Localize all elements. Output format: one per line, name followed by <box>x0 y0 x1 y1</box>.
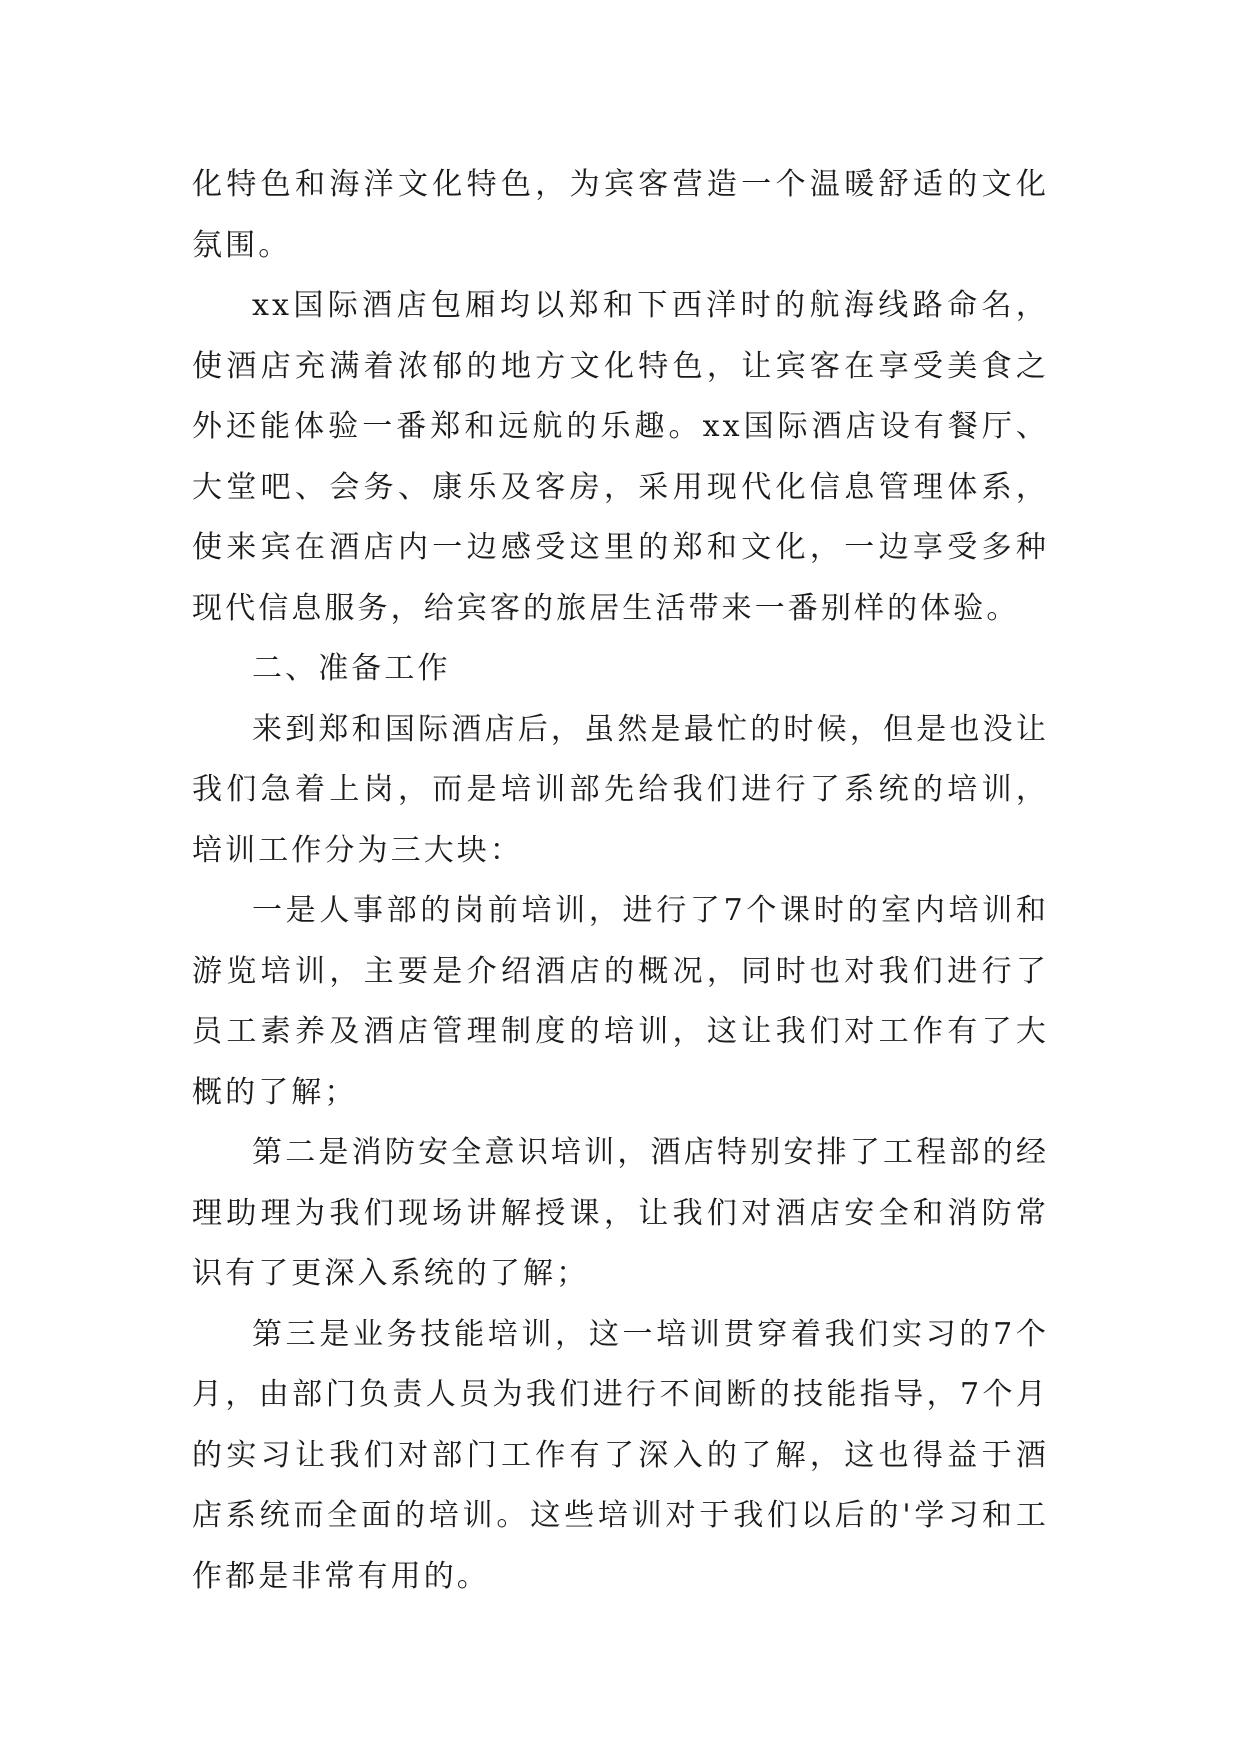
paragraph-training-intro: 来到郑和国际酒店后，虽然是最忙的时候，但是也没让我们急着上岗，而是培训部先给我们进行了系统的培训，培训工作分为三大块： <box>192 711 1049 868</box>
paragraph-hotel-rooms: xx国际酒店包厢均以郑和下西洋时的航海线路命名，使酒店充满着浓郁的地方文化特色，让宾客在享受美食之外还能体验一番郑和远航的乐趣。xx国际酒店设有餐厅、大堂吧、会务、康乐及客房，采用现代化信息管理体系，使来宾在酒店内一边感受这里的郑和文化，一边享受多种现代信息服务，给宾客的旅居生活带来一番别样的体验。 <box>192 288 1049 626</box>
document-body <box>192 155 1049 1607</box>
paragraph-training-third: 第三是业务技能培训，这一培训贯穿着我们实习的7个月，由部门负责人员为我们进行不间断的技能指导，7个月的实习让我们对部门工作有了深入的了解，这也得益于酒店系统而全面的培训。这些培训对于我们以后的'学习和工作都是非常有用的。 <box>192 1316 1049 1594</box>
section-heading-preparation: 二、准备工作 <box>252 651 451 686</box>
paragraph-training-first: 一是人事部的岗前培训，进行了7个课时的室内培训和游览培训，主要是介绍酒店的概况，同时也对我们进行了员工素养及酒店管理制度的培训，这让我们对工作有了大概的了解； <box>192 893 1049 1110</box>
paragraph-culture-closing: 化特色和海洋文化特色，为宾客营造一个温暖舒适的文化氛围。 <box>192 167 1049 263</box>
paragraph-training-second: 第二是消防安全意识培训，酒店特别安排了工程部的经理助理为我们现场讲解授课，让我们对酒店安全和消防常识有了更深入系统的了解； <box>192 1135 1049 1291</box>
